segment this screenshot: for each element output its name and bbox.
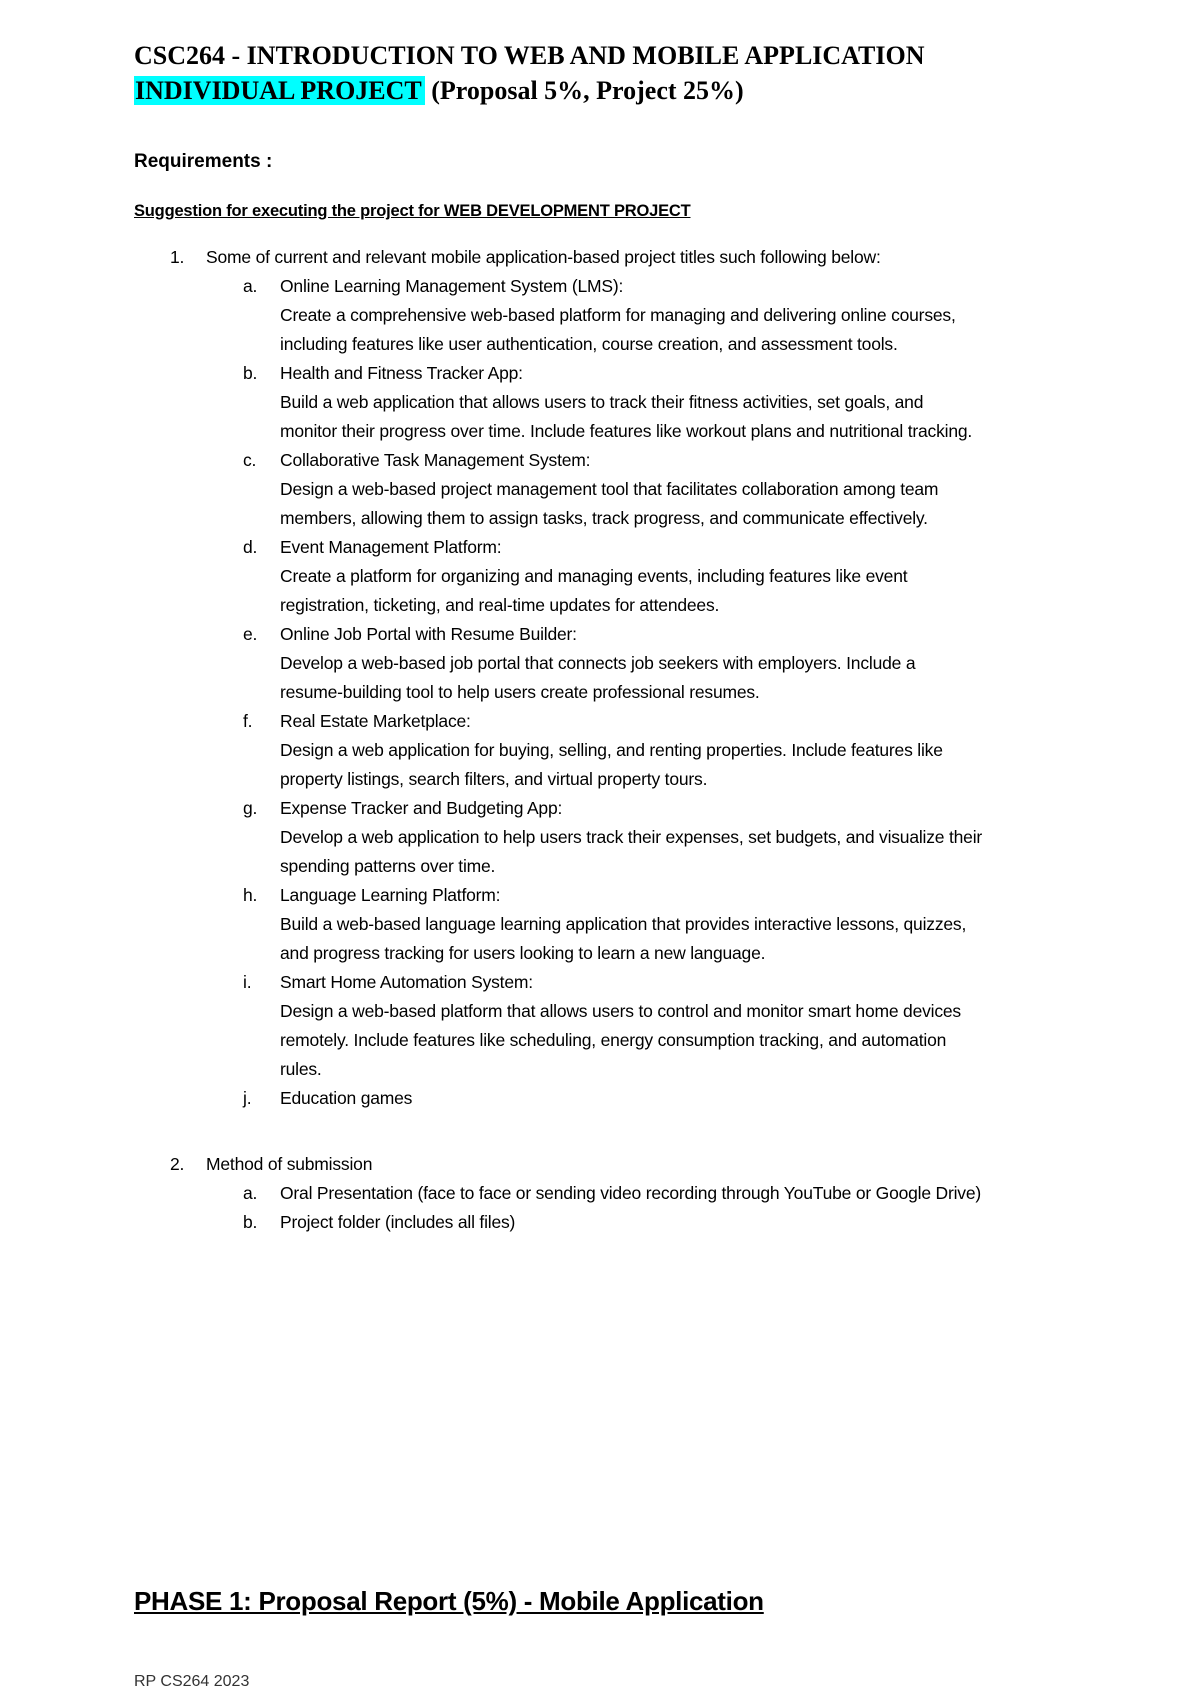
section-1-intro-row	[0, 243, 1200, 272]
list-item-letter: i.	[243, 972, 252, 992]
list-item-title: Online Job Portal with Resume Builder:	[280, 624, 577, 644]
list-item-description-line	[0, 562, 1200, 591]
list-item-description-line	[0, 939, 1200, 968]
list-item	[0, 968, 1200, 997]
list-item-letter: a.	[243, 1183, 258, 1203]
list-item-description-line	[0, 678, 1200, 707]
list-item-title: Education games	[280, 1088, 413, 1108]
list-item-description: rules.	[280, 1059, 322, 1079]
section-2-intro: Method of submission	[206, 1154, 373, 1174]
list-item-description: Build a web-based language learning application that provides interactive lessons, quizzes,	[280, 914, 967, 934]
list-item-description-line	[0, 649, 1200, 678]
document-title-line1: CSC264 - INTRODUCTION TO WEB AND MOBILE APPLICATION	[134, 41, 925, 70]
list-item-letter: j.	[243, 1088, 252, 1108]
list-item-description: remotely. Include features like scheduling, energy consumption tracking, and automation	[280, 1030, 947, 1050]
list-item	[0, 707, 1200, 736]
list-item-letter: f.	[243, 711, 253, 731]
list-item-description-line	[0, 997, 1200, 1026]
list-item-description: Create a comprehensive web-based platform for managing and delivering online courses,	[280, 305, 956, 325]
list-item-title: Online Learning Management System (LMS):	[280, 276, 624, 296]
requirements-label: Requirements :	[134, 151, 273, 172]
section-1-intro: Some of current and relevant mobile application-based project titles such following below:	[206, 247, 881, 267]
suggestion-heading: Suggestion for executing the project for WEB DEVELOPMENT PROJECT	[134, 202, 691, 220]
list-item-description: Develop a web-based job portal that connects job seekers with employers. Include a	[280, 653, 916, 673]
list-item-title: Expense Tracker and Budgeting App:	[280, 798, 563, 818]
list-item-letter: d.	[243, 537, 258, 557]
list-item-description: property listings, search filters, and virtual property tours.	[280, 769, 708, 789]
list-item-title: Smart Home Automation System:	[280, 972, 533, 992]
list-item	[0, 272, 1200, 301]
list-item-title: Health and Fitness Tracker App:	[280, 363, 523, 383]
list-item-letter: h.	[243, 885, 258, 905]
list-item-description: and progress tracking for users looking to learn a new language.	[280, 943, 766, 963]
list-item-description-line	[0, 852, 1200, 881]
list-item-description-line	[0, 504, 1200, 533]
page-footer: RP CS264 2023	[134, 1673, 250, 1690]
list-item-description: Create a platform for organizing and managing events, including features like event	[280, 566, 908, 586]
list-item-description-line	[0, 388, 1200, 417]
project-title-items	[0, 272, 1200, 1113]
list-item	[0, 533, 1200, 562]
list-item-description-line	[0, 475, 1200, 504]
list-item-title: Event Management Platform:	[280, 537, 502, 557]
list-item-description: Design a web-based platform that allows users to control and monitor smart home devices	[280, 1001, 961, 1021]
list-item-description-line	[0, 417, 1200, 446]
section-1-number: 1.	[170, 247, 185, 267]
list-item-description: resume-building tool to help users create professional resumes.	[280, 682, 760, 702]
list-item-title: Oral Presentation (face to face or sending video recording through YouTube or Google Drive)	[280, 1183, 982, 1203]
list-item-description: spending patterns over time.	[280, 856, 496, 876]
list-item-title: Language Learning Platform:	[280, 885, 501, 905]
list-item-letter: e.	[243, 624, 258, 644]
list-item	[0, 359, 1200, 388]
list-item-description: Design a web-based project management tool that facilitates collaboration among team	[280, 479, 939, 499]
list-item-title: Collaborative Task Management System:	[280, 450, 591, 470]
list-item-description: Build a web application that allows users to track their fitness activities, set goals, and	[280, 392, 924, 412]
list-item-letter: g.	[243, 798, 258, 818]
list-item-description-line	[0, 301, 1200, 330]
submission-method-list	[0, 1150, 1200, 1237]
list-item-title: Real Estate Marketplace:	[280, 711, 471, 731]
list-item-description-line	[0, 910, 1200, 939]
list-item	[0, 1179, 1200, 1208]
list-item-description: registration, ticketing, and real-time updates for attendees.	[280, 595, 720, 615]
section-2-number: 2.	[170, 1154, 185, 1174]
list-item-description-line	[0, 765, 1200, 794]
list-item-description: monitor their progress over time. Include features like workout plans and nutritional tracking.	[280, 421, 973, 441]
list-item	[0, 1208, 1200, 1237]
list-item-letter: a.	[243, 276, 258, 296]
list-item-description-line	[0, 1055, 1200, 1084]
list-item-title: Project folder (includes all files)	[280, 1212, 516, 1232]
list-item-description: members, allowing them to assign tasks, track progress, and communicate effectively.	[280, 508, 928, 528]
project-titles-list	[0, 243, 1200, 1113]
phase-heading: PHASE 1: Proposal Report (5%) - Mobile Application	[134, 1586, 764, 1616]
document-title-line2	[134, 75, 744, 107]
section-2-intro-row	[0, 1150, 1200, 1179]
list-item-description: Design a web application for buying, selling, and renting properties. Include features like	[280, 740, 943, 760]
list-item-description-line	[0, 736, 1200, 765]
title-weighting: (Proposal 5%, Project 25%)	[424, 76, 744, 105]
list-item	[0, 881, 1200, 910]
list-item-letter: c.	[243, 450, 257, 470]
list-item-description: Develop a web application to help users track their expenses, set budgets, and visualize their	[280, 827, 983, 847]
list-item	[0, 1084, 1200, 1113]
list-item	[0, 794, 1200, 823]
list-item-description-line	[0, 591, 1200, 620]
list-item	[0, 446, 1200, 475]
list-item-description-line	[0, 823, 1200, 852]
title-highlight: INDIVIDUAL PROJECT	[134, 76, 425, 105]
list-item-letter: b.	[243, 363, 258, 383]
list-item-description-line	[0, 330, 1200, 359]
list-item	[0, 620, 1200, 649]
list-item-letter: b.	[243, 1212, 258, 1232]
list-item-description: including features like user authentication, course creation, and assessment tools.	[280, 334, 898, 354]
list-item-description-line	[0, 1026, 1200, 1055]
